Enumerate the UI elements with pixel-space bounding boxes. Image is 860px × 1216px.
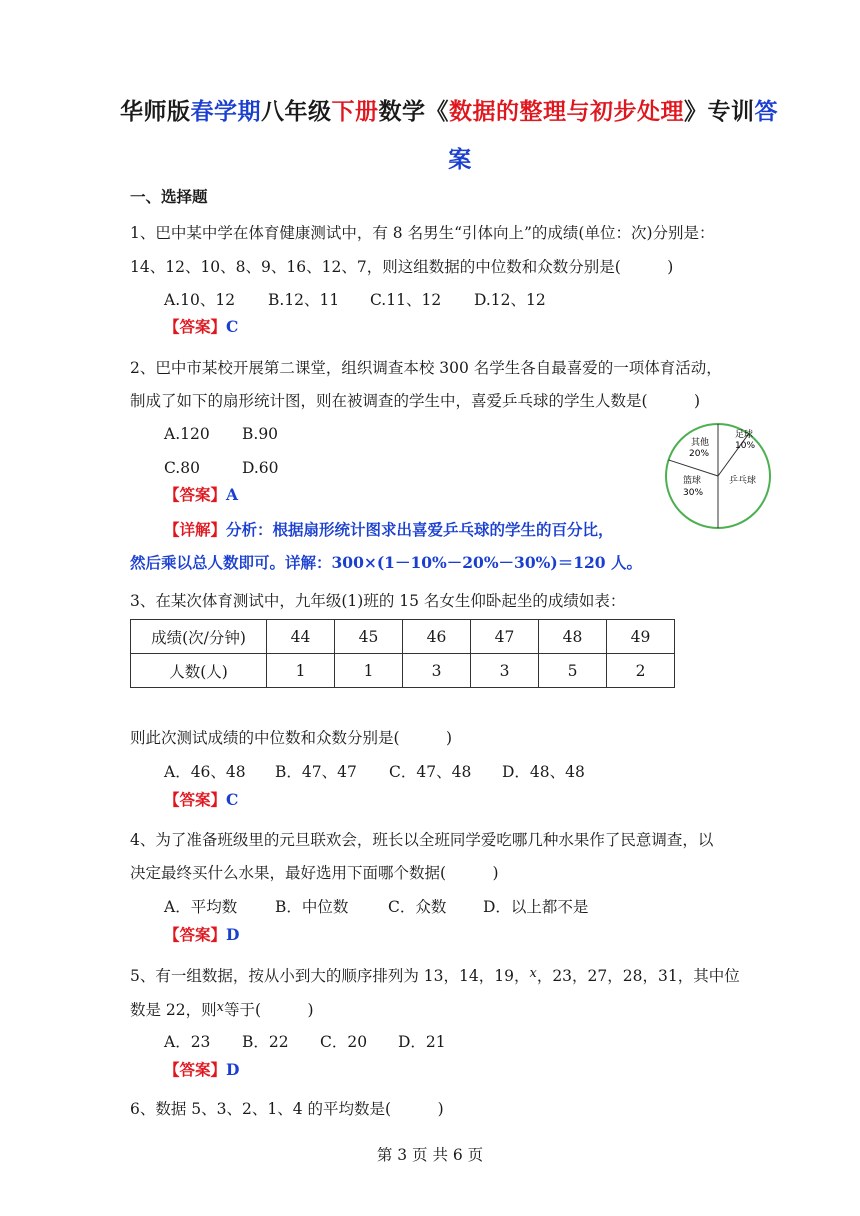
question-4-line-1: 4、为了准备班级里的元旦联欢会，班长以全班同学爱吃哪几种水果作了民意调查，以 (130, 831, 714, 849)
option-a: A．23 (164, 1033, 211, 1051)
page-title (120, 96, 800, 176)
slice-label-basketball: 篮球 (683, 476, 702, 486)
option-b: B．22 (242, 1033, 289, 1051)
option-a: A.10、12 (164, 291, 236, 309)
question-3-line-1: 3、在某次体育测试中，九年级(1)班的 15 名女生仰卧起坐的成绩如表： (130, 592, 626, 610)
option-a: A．平均数 (164, 898, 238, 916)
option-b: B．中位数 (275, 898, 349, 916)
question-3-answer (164, 789, 238, 811)
question-2-options-row-1 (164, 423, 278, 445)
score-table (130, 619, 675, 688)
title-part: 春学期 (190, 98, 261, 125)
table-row (131, 654, 675, 688)
question-1-line-2: 14、12、10、8、9、16、12、7，则这组数据的中位数和众数分别是( ) (130, 258, 674, 276)
table-cell: 49 (607, 620, 675, 654)
question-1-line-1: 1、巴中某中学在体育健康测试中，有 8 名男生“引体向上”的成绩(单位：次)分别是： (130, 224, 715, 242)
q5-text: 等于( ) (224, 1001, 314, 1019)
option-a: A．46、48 (164, 763, 246, 781)
answer-value: A (226, 485, 239, 504)
table-cell: 成绩(次/分钟) (131, 620, 267, 654)
title-part: 答 (754, 98, 778, 125)
answer-label: 【答案】 (164, 790, 227, 809)
question-2-detail-line-1 (164, 519, 614, 541)
slice-label-pingpong: 乒乓球 (729, 476, 757, 486)
title-part: 八年级 (261, 98, 332, 125)
title-part: 》专训 (684, 98, 755, 125)
title-part: 案 (448, 146, 472, 173)
detail-label: 【详解】 (164, 520, 227, 539)
question-5-line-2 (130, 997, 314, 1021)
answer-value: D (226, 925, 240, 944)
option-a: A.120 (164, 425, 210, 443)
table-cell: 2 (607, 654, 675, 688)
question-3-line-2: 则此次测试成绩的中位数和众数分别是( ) (130, 729, 453, 747)
question-3-options (164, 761, 585, 783)
variable-x: x (529, 966, 537, 981)
table-cell: 3 (403, 654, 471, 688)
title-part: 华师版 (120, 98, 191, 125)
question-5-answer (164, 1059, 239, 1081)
option-c: C．众数 (388, 898, 447, 916)
slice-label-other: 其他 (691, 438, 710, 448)
table-cell: 1 (267, 654, 335, 688)
question-2-line-2: 制成了如下的扇形统计图，则在被调查的学生中，喜爱乒乓球的学生人数是( ) (130, 392, 701, 410)
option-b: B．47、47 (275, 763, 357, 781)
question-4-answer (164, 924, 239, 946)
question-5-line-1 (130, 963, 740, 987)
q5-text: 数是 22，则 (130, 1001, 217, 1019)
pie-chart (663, 421, 773, 531)
slice-label-football: 足球 (735, 430, 754, 440)
table-cell: 46 (403, 620, 471, 654)
table-cell: 5 (539, 654, 607, 688)
table-cell: 47 (471, 620, 539, 654)
slice-value-basketball: 30% (683, 488, 704, 498)
table-cell: 48 (539, 620, 607, 654)
option-b: B.90 (242, 425, 279, 443)
answer-value: C (226, 790, 239, 809)
slice-value-football: 10% (735, 441, 756, 451)
question-1-answer (164, 316, 238, 338)
title-part: 数据的整理与初步处理 (449, 98, 684, 125)
table-cell: 44 (267, 620, 335, 654)
question-6-line-1: 6、数据 5、3、2、1、4 的平均数是( ) (130, 1100, 444, 1118)
table-cell: 人数(人) (131, 654, 267, 688)
option-c: C.11、12 (370, 291, 442, 309)
option-d: D.12、12 (474, 291, 546, 309)
title-part: 下册 (331, 98, 379, 125)
option-b: B.12、11 (268, 291, 340, 309)
answer-label: 【答案】 (164, 925, 227, 944)
q5-text: ，23，27，28，31，其中位 (536, 967, 740, 985)
q5-text: 5、有一组数据，按从小到大的顺序排列为 13，14，19， (130, 967, 530, 985)
option-c: C．47、48 (389, 763, 472, 781)
question-4-line-2: 决定最终买什么水果，最好选用下面哪个数据( ) (130, 864, 499, 882)
answer-value: D (226, 1060, 240, 1079)
question-2-line-1: 2、巴中市某校开展第二课堂，组织调查本校 300 名学生各自最喜爱的一项体育活动， (130, 359, 722, 377)
option-d: D．21 (398, 1033, 446, 1051)
page-footer: 第 3 页 共 6 页 (376, 1146, 484, 1164)
section-heading: 一、选择题 (130, 187, 208, 206)
table-cell: 1 (335, 654, 403, 688)
table-cell: 3 (471, 654, 539, 688)
question-1-options (164, 289, 546, 311)
option-c: C．20 (320, 1033, 368, 1051)
option-d: D.60 (242, 459, 279, 477)
answer-value: C (226, 317, 239, 336)
option-d: D．以上都不是 (483, 898, 589, 916)
table-cell: 45 (335, 620, 403, 654)
table-row (131, 620, 675, 654)
variable-x: x (216, 1000, 224, 1015)
option-d: D．48、48 (502, 763, 585, 781)
answer-label: 【答案】 (164, 1060, 227, 1079)
slice-value-other: 20% (689, 449, 710, 459)
question-4-options (164, 896, 588, 918)
answer-label: 【答案】 (164, 485, 227, 504)
answer-label: 【答案】 (164, 317, 227, 336)
question-2-options-row-2 (164, 457, 279, 479)
detail-text: 分析：根据扇形统计图求出喜爱乒乓球的学生的百分比， (226, 520, 614, 539)
option-c: C.80 (164, 459, 200, 477)
question-2-detail-line-2: 然后乘以总人数即可。详解：300×(1－10%－20%－30%)＝120 人。 (130, 553, 642, 572)
question-5-options (164, 1031, 446, 1053)
question-2-answer (164, 484, 238, 506)
title-part: 数学《 (378, 98, 449, 125)
